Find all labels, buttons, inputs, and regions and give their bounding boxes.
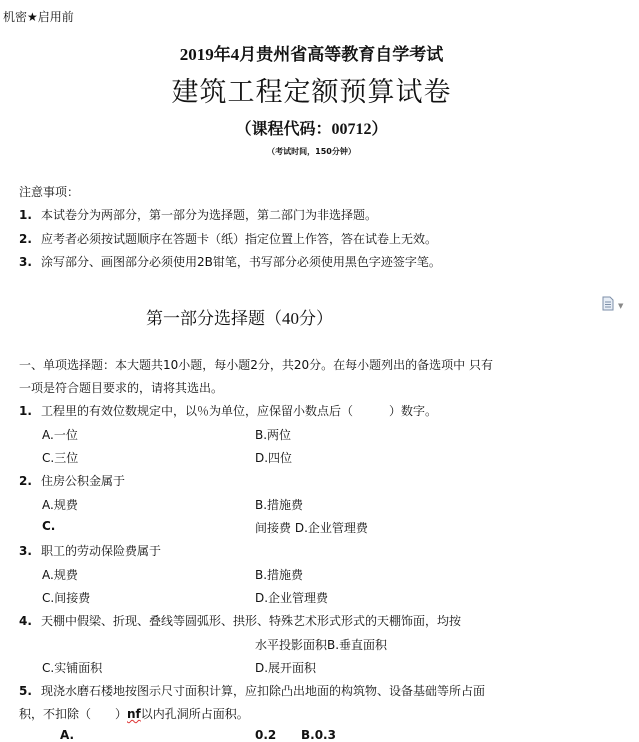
option-b: B.两位 — [255, 428, 292, 442]
question-5-continued — [19, 705, 249, 722]
question-1 — [19, 402, 437, 419]
note-item — [19, 253, 441, 270]
option-d: D.企业管理费 — [255, 591, 329, 605]
question-text: 职工的劳动保险费属于 — [41, 544, 162, 558]
note-text: 涂写部分、画图部分必须使用2B钳笔，书写部分必须使用黑色字迹签字笔。 — [41, 255, 441, 269]
note-item — [19, 230, 437, 247]
option-b: B.0.3 — [301, 728, 336, 742]
option-b: B.措施费 — [255, 498, 304, 512]
option-a-value: 0.2 — [255, 728, 277, 742]
part-intro-line1: 一、单项选择题：本大题共10小题，每小题2分，共20分。在每小题列出的备选项中 只有 — [19, 358, 493, 372]
document-icon[interactable] — [602, 296, 614, 311]
paper-title: 建筑工程定额预算试卷 — [171, 77, 452, 107]
part-intro-line2: 一项是符合题目要求的，请将其选出。 — [19, 381, 224, 395]
question-text-continued: 积，不扣除（ ） — [19, 707, 128, 721]
notes-heading: 注意事项： — [19, 185, 80, 199]
question-number: 1. — [19, 404, 32, 418]
question-2 — [19, 472, 125, 489]
question-number: 2. — [19, 474, 32, 488]
option-b-line: 水平投影面积B.垂直面积 — [255, 638, 388, 652]
classification-label: 机密★启用前 — [3, 10, 74, 24]
unit-text: nf — [127, 707, 141, 721]
note-text: 本试卷分为两部分，第一部分为选择题，第二部门为非选择题。 — [41, 208, 378, 222]
option-a: A. — [60, 728, 75, 742]
question-text: 住房公积金属于 — [41, 474, 126, 488]
time-note: （考试时间，150分钟） — [267, 147, 356, 156]
question-4 — [19, 612, 461, 629]
question-3 — [19, 542, 161, 559]
option-d: D.四位 — [255, 451, 293, 465]
note-number: 1. — [19, 208, 32, 222]
option-c: C.实铺面积 — [42, 661, 103, 675]
option-a: A.规费 — [42, 568, 78, 582]
option-c-continued — [255, 519, 368, 536]
option-d: D.展开面积 — [255, 661, 317, 675]
note-number: 2. — [19, 232, 32, 246]
section-title: 第一部分选择题（40分） — [146, 309, 333, 328]
question-text: 工程里的有效位数规定中，以％为单位，应保留小数点后（ ）数字。 — [41, 404, 438, 418]
course-code: （课程代码：00712） — [235, 121, 388, 138]
exam-title: 2019年4月贵州省高等教育自学考试 — [179, 45, 444, 64]
question-text: 现浇水磨石楼地按图示尺寸面积计算，应扣除凸出地面的构筑物、设备基础等所占面 — [41, 684, 486, 698]
question-number: 4. — [19, 614, 32, 628]
option-a: A.规费 — [42, 498, 78, 512]
question-5 — [19, 682, 485, 699]
chevron-down-icon[interactable]: ▼ — [618, 302, 624, 310]
question-number: 3. — [19, 544, 32, 558]
question-number: 5. — [19, 684, 32, 698]
note-text: 应考者必须按试题顺序在答题卡（纸）指定位置上作答，答在试卷上无效。 — [41, 232, 438, 246]
option-d: D.企业管理费 — [294, 521, 368, 535]
option-c: C.三位 — [42, 451, 79, 465]
question-text-end: 以内孔洞所占面积。 — [140, 707, 249, 721]
option-c: C.间接费 — [42, 591, 91, 605]
question-text: 天棚中假梁、折现、叠线等圆弧形、拱形、特殊艺术形式形式的天棚饰面，均按 — [41, 614, 462, 628]
option-c-text: 间接费 — [255, 521, 292, 535]
option-a: A.一位 — [42, 428, 78, 442]
note-item — [19, 206, 377, 223]
option-b: B.措施费 — [255, 568, 304, 582]
option-c: C. — [42, 519, 56, 533]
note-number: 3. — [19, 255, 32, 269]
